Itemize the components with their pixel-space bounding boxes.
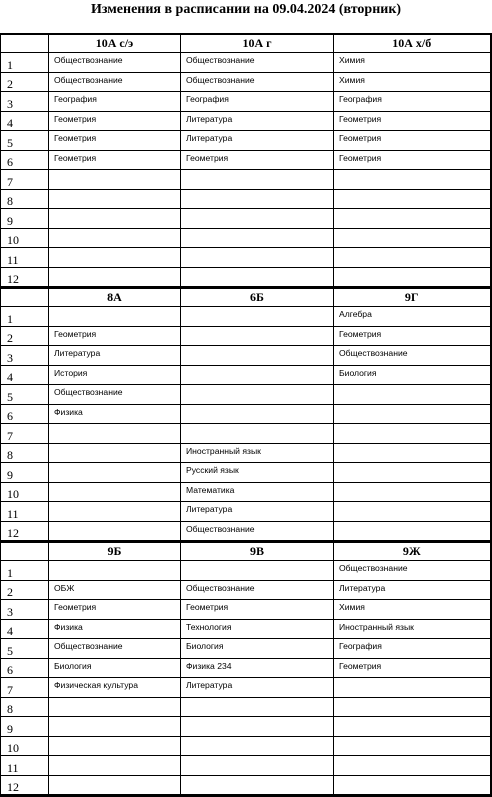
table-row — [1, 424, 491, 444]
subject-cell: Обществознание — [334, 561, 491, 581]
lesson-number: 12 — [1, 775, 49, 796]
subject-cell: Математика — [181, 482, 334, 502]
subject-cell — [334, 248, 491, 268]
lesson-number: 9 — [1, 463, 49, 483]
subject-cell: Геометрия — [49, 600, 181, 620]
table-row — [1, 404, 491, 424]
table-row — [1, 326, 491, 346]
table-row — [1, 678, 491, 698]
lesson-number: 10 — [1, 228, 49, 248]
table-row — [1, 697, 491, 717]
subject-cell: Геометрия — [334, 150, 491, 170]
subject-cell — [334, 775, 491, 796]
subject-cell — [49, 521, 181, 542]
subject-cell — [49, 697, 181, 717]
class-name-header: 10А х/б — [334, 34, 491, 53]
subject-cell — [49, 189, 181, 209]
table-row — [1, 189, 491, 209]
subject-cell — [181, 365, 334, 385]
subject-cell: Биология — [49, 658, 181, 678]
subject-cell: Обществознание — [181, 580, 334, 600]
subject-cell — [334, 267, 491, 288]
subject-cell: Химия — [334, 600, 491, 620]
table-row — [1, 580, 491, 600]
subject-cell: Иностранный язык — [334, 619, 491, 639]
subject-cell — [49, 736, 181, 756]
subject-cell: Литература — [181, 131, 334, 151]
subject-cell — [181, 228, 334, 248]
class-header-row — [1, 542, 491, 561]
subject-cell: География — [181, 92, 334, 112]
lesson-number: 4 — [1, 365, 49, 385]
subject-cell — [334, 424, 491, 444]
subject-cell — [334, 443, 491, 463]
subject-cell — [334, 209, 491, 229]
subject-cell: Обществознание — [181, 72, 334, 92]
table-row — [1, 92, 491, 112]
lesson-number: 3 — [1, 346, 49, 366]
subject-cell — [49, 170, 181, 190]
table-row — [1, 521, 491, 542]
table-row — [1, 600, 491, 620]
lesson-number: 8 — [1, 443, 49, 463]
subject-cell: Русский язык — [181, 463, 334, 483]
lesson-number: 1 — [1, 53, 49, 73]
subject-cell: Геометрия — [334, 326, 491, 346]
subject-cell — [49, 775, 181, 796]
subject-cell: Геометрия — [49, 111, 181, 131]
lesson-number: 5 — [1, 385, 49, 405]
subject-cell — [181, 267, 334, 288]
subject-cell — [181, 424, 334, 444]
class-name-header: 8А — [49, 288, 181, 307]
lesson-number: 3 — [1, 92, 49, 112]
table-row — [1, 385, 491, 405]
table-row — [1, 717, 491, 737]
schedule-table — [0, 33, 492, 797]
class-name-header: 6Б — [181, 288, 334, 307]
table-row — [1, 443, 491, 463]
class-header-row — [1, 34, 491, 53]
subject-cell: Алгебра — [334, 307, 491, 327]
lesson-number: 12 — [1, 521, 49, 542]
subject-cell — [334, 228, 491, 248]
lesson-number: 6 — [1, 150, 49, 170]
subject-cell — [334, 697, 491, 717]
subject-cell: Обществознание — [49, 385, 181, 405]
lesson-number: 8 — [1, 697, 49, 717]
subject-cell — [181, 404, 334, 424]
corner-cell — [1, 288, 49, 307]
subject-cell — [334, 736, 491, 756]
subject-cell — [181, 736, 334, 756]
lesson-number: 11 — [1, 502, 49, 522]
lesson-number: 4 — [1, 619, 49, 639]
lesson-number: 9 — [1, 209, 49, 229]
page-title: Изменения в расписании на 09.04.2024 (вторник) — [90, 2, 402, 17]
subject-cell — [49, 267, 181, 288]
subject-cell: Химия — [334, 53, 491, 73]
subject-cell — [181, 170, 334, 190]
subject-cell: География — [334, 92, 491, 112]
lesson-number: 6 — [1, 658, 49, 678]
schedule-block — [1, 34, 491, 288]
table-row — [1, 111, 491, 131]
subject-cell: Химия — [334, 72, 491, 92]
lesson-number: 5 — [1, 639, 49, 659]
subject-cell — [334, 521, 491, 542]
subject-cell: Обществознание — [49, 639, 181, 659]
subject-cell: Физика — [49, 619, 181, 639]
lesson-number: 2 — [1, 580, 49, 600]
table-row — [1, 53, 491, 73]
subject-cell: Литература — [181, 502, 334, 522]
subject-cell: Физическая культура — [49, 678, 181, 698]
class-name-header: 10А г — [181, 34, 334, 53]
lesson-number: 6 — [1, 404, 49, 424]
subject-cell: Геометрия — [334, 658, 491, 678]
table-row — [1, 482, 491, 502]
lesson-number: 10 — [1, 482, 49, 502]
lesson-number: 3 — [1, 600, 49, 620]
subject-cell: Обществознание — [334, 346, 491, 366]
subject-cell — [334, 404, 491, 424]
subject-cell: Литература — [49, 346, 181, 366]
table-row — [1, 209, 491, 229]
class-name-header: 10А с/э — [49, 34, 181, 53]
subject-cell — [49, 561, 181, 581]
lesson-number: 11 — [1, 248, 49, 268]
subject-cell: Геометрия — [334, 111, 491, 131]
subject-cell — [181, 326, 334, 346]
subject-cell: Физика 234 — [181, 658, 334, 678]
subject-cell — [334, 170, 491, 190]
subject-cell — [334, 189, 491, 209]
table-row — [1, 131, 491, 151]
subject-cell — [181, 697, 334, 717]
subject-cell — [181, 717, 334, 737]
subject-cell — [49, 424, 181, 444]
table-row — [1, 307, 491, 327]
subject-cell: Биология — [181, 639, 334, 659]
subject-cell: Обществознание — [181, 53, 334, 73]
lesson-number: 10 — [1, 736, 49, 756]
subject-cell: Иностранный язык — [181, 443, 334, 463]
lesson-number: 8 — [1, 189, 49, 209]
subject-cell — [49, 482, 181, 502]
subject-cell — [49, 756, 181, 776]
subject-cell: Физика — [49, 404, 181, 424]
class-header-row — [1, 288, 491, 307]
lesson-number: 1 — [1, 561, 49, 581]
schedule-block — [1, 288, 491, 542]
subject-cell — [49, 502, 181, 522]
class-name-header: 9Ж — [334, 542, 491, 561]
lesson-number: 2 — [1, 326, 49, 346]
subject-cell: ОБЖ — [49, 580, 181, 600]
subject-cell: Обществознание — [49, 72, 181, 92]
lesson-number: 7 — [1, 170, 49, 190]
table-row — [1, 502, 491, 522]
subject-cell — [181, 385, 334, 405]
lesson-number: 9 — [1, 717, 49, 737]
subject-cell — [181, 307, 334, 327]
table-row — [1, 658, 491, 678]
subject-cell — [49, 717, 181, 737]
table-row — [1, 463, 491, 483]
lesson-number: 5 — [1, 131, 49, 151]
subject-cell — [49, 307, 181, 327]
subject-cell — [334, 717, 491, 737]
table-row — [1, 756, 491, 776]
subject-cell: Литература — [334, 580, 491, 600]
lesson-number: 11 — [1, 756, 49, 776]
class-name-header: 9В — [181, 542, 334, 561]
corner-cell — [1, 542, 49, 561]
corner-cell — [1, 34, 49, 53]
subject-cell: Геометрия — [49, 150, 181, 170]
subject-cell — [49, 228, 181, 248]
subject-cell — [334, 756, 491, 776]
subject-cell: Обществознание — [181, 521, 334, 542]
subject-cell — [334, 463, 491, 483]
table-row — [1, 72, 491, 92]
subject-cell — [334, 502, 491, 522]
table-row — [1, 775, 491, 796]
subject-cell — [49, 209, 181, 229]
table-row — [1, 248, 491, 268]
subject-cell — [49, 463, 181, 483]
subject-cell: Обществознание — [49, 53, 181, 73]
subject-cell — [181, 248, 334, 268]
subject-cell: Геометрия — [181, 600, 334, 620]
subject-cell: География — [334, 639, 491, 659]
table-row — [1, 365, 491, 385]
subject-cell — [181, 756, 334, 776]
subject-cell — [49, 443, 181, 463]
subject-cell: Литература — [181, 111, 334, 131]
subject-cell: Технология — [181, 619, 334, 639]
subject-cell — [181, 775, 334, 796]
lesson-number: 1 — [1, 307, 49, 327]
table-row — [1, 639, 491, 659]
table-row — [1, 619, 491, 639]
subject-cell — [181, 561, 334, 581]
subject-cell: История — [49, 365, 181, 385]
table-row — [1, 267, 491, 288]
subject-cell: Геометрия — [181, 150, 334, 170]
subject-cell — [49, 248, 181, 268]
subject-cell: Геометрия — [49, 131, 181, 151]
subject-cell — [334, 482, 491, 502]
subject-cell — [334, 678, 491, 698]
subject-cell: Биология — [334, 365, 491, 385]
table-row — [1, 561, 491, 581]
table-row — [1, 150, 491, 170]
subject-cell — [181, 346, 334, 366]
class-name-header: 9Б — [49, 542, 181, 561]
subject-cell — [334, 385, 491, 405]
table-row — [1, 228, 491, 248]
lesson-number: 7 — [1, 678, 49, 698]
lesson-number: 7 — [1, 424, 49, 444]
table-row — [1, 736, 491, 756]
subject-cell: Литература — [181, 678, 334, 698]
subject-cell: Геометрия — [334, 131, 491, 151]
schedule-block — [1, 542, 491, 796]
subject-cell — [181, 209, 334, 229]
lesson-number: 12 — [1, 267, 49, 288]
class-name-header: 9Г — [334, 288, 491, 307]
subject-cell — [181, 189, 334, 209]
table-row — [1, 170, 491, 190]
subject-cell: География — [49, 92, 181, 112]
lesson-number: 2 — [1, 72, 49, 92]
table-row — [1, 346, 491, 366]
lesson-number: 4 — [1, 111, 49, 131]
subject-cell: Геометрия — [49, 326, 181, 346]
